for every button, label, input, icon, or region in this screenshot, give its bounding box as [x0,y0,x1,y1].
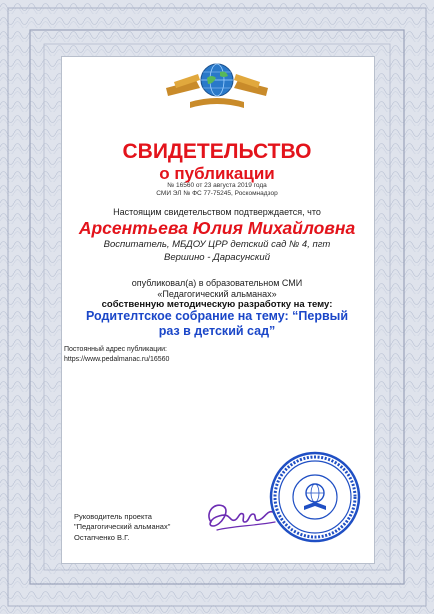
head-project: "Педагогический альманах" [74,522,171,531]
published-text: опубликовал(а) в образовательном СМИ [131,278,303,288]
registration-line: СМИ ЭЛ № ФС 77-75245, Роскомнадзор [156,190,278,197]
certificate-number: № 16560 от 23 августа 2019 года [167,182,267,189]
recipient-name: Арсентьева Юлия Михайловна [78,218,356,238]
head-name: Остапченко В.Г. [74,533,130,542]
address-label: Постоянный адрес публикации: [64,346,168,353]
publication-topic: Родителтское собрание на тему: “Первый раз в детский сад” [86,309,348,338]
certificate-subtitle: о публикации [159,164,275,183]
globe-book-laurel-emblem [160,58,274,114]
head-title: Руководитель проекта [74,512,152,521]
media-name: «Педагогический альманах» [157,289,277,299]
work-text: собственную методическую разработку на тему: [101,299,333,310]
confirm-text: Настоящим свидетельством подтверждается, что [113,207,321,217]
certificate-title: СВИДЕТЕЛЬСТВО [122,140,312,163]
address-url: https://www.pedalmanac.ru/16560 [64,356,170,363]
recipient-position: Воспитатель, МБДОУ ЦРР детский сад № 4, пгт Вершино - Дарасунский [103,239,331,263]
round-seal-stamp [268,450,362,544]
